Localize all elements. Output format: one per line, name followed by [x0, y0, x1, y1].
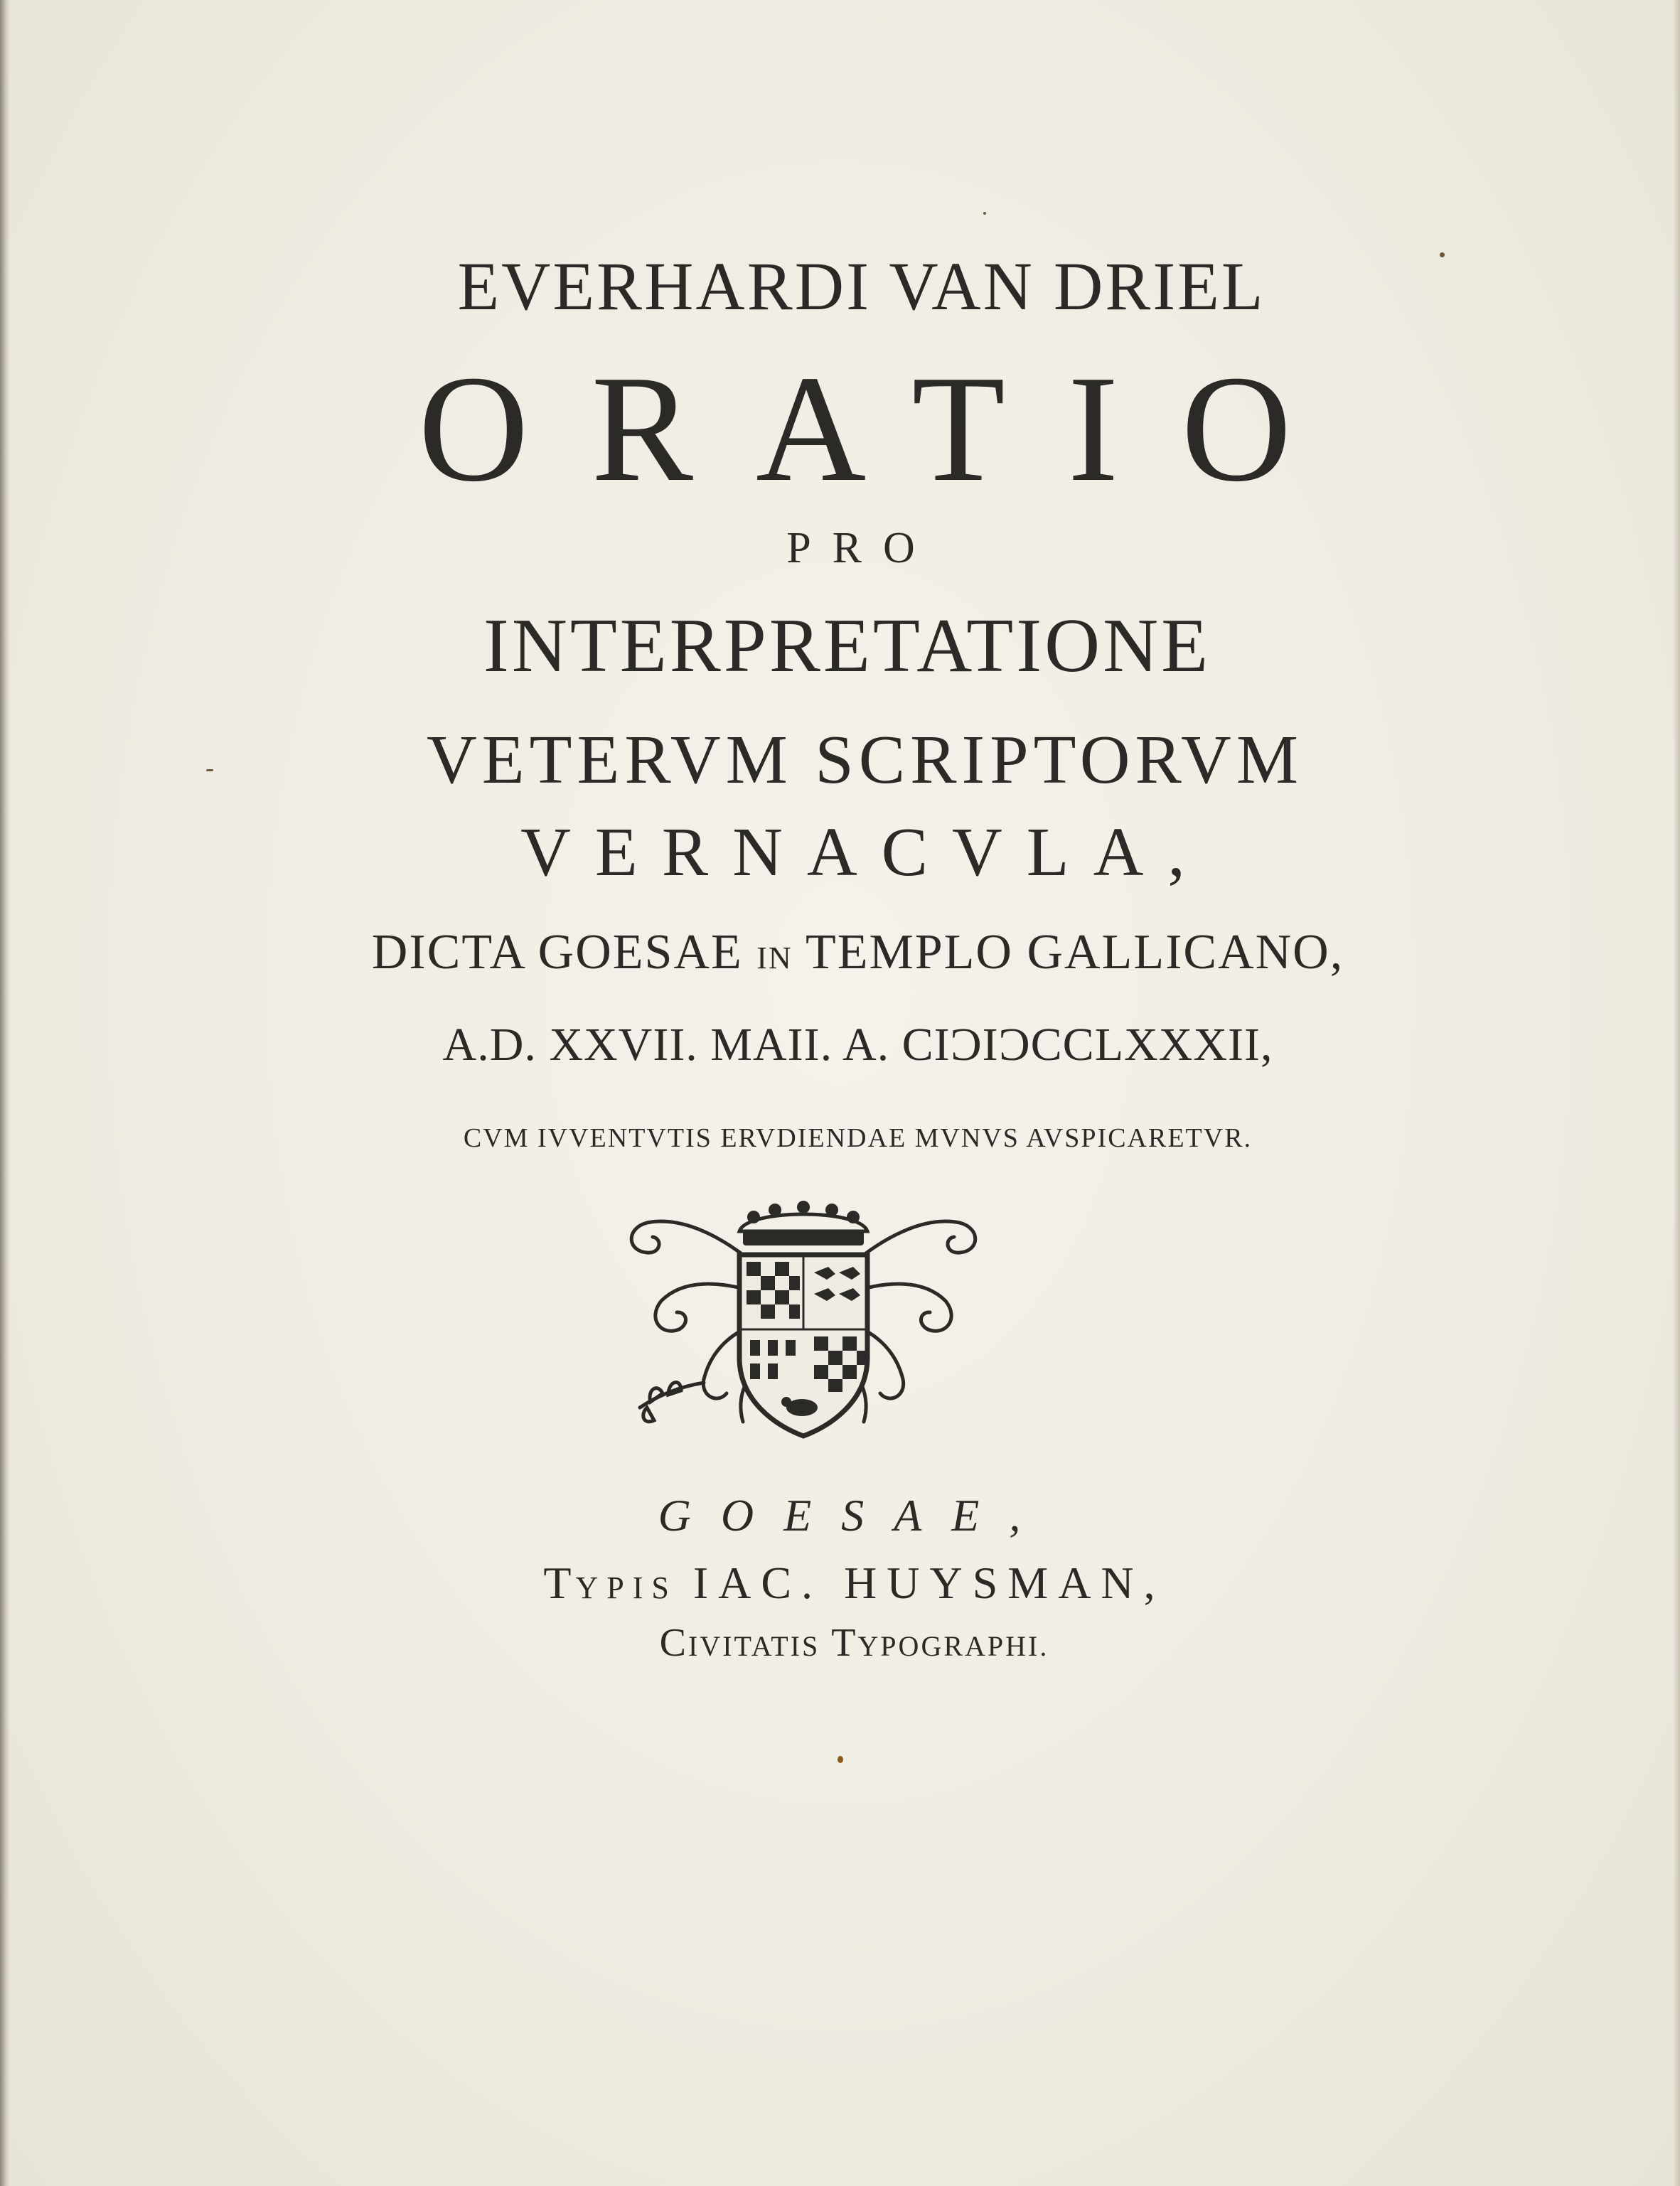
typographi-initial: T: [831, 1621, 858, 1665]
templo-gallicano-text: TEMPLO GALLICANO,: [805, 925, 1344, 980]
imprint-printer-line: [0, 1560, 1680, 1606]
dicta-line: [0, 925, 1680, 980]
date-line: A.D. XXVII. MAII. A. CIƆIƆCCLXXXII,: [442, 1019, 1273, 1071]
printer-name: IAC. HUYSMAN,: [692, 1558, 1165, 1608]
imprint-title-line: [0, 1623, 1680, 1663]
civitatis-rest: IVITATIS: [687, 1630, 820, 1662]
veterum-scriptorum-line: VETERVM SCRIPTORVM: [427, 722, 1303, 798]
author-line: EVERHARDI VAN DRIEL: [457, 248, 1266, 324]
occasion-line: CVM IVVENTVTIS ERVDIENDAE MVNVS AVSPICARETVR.: [463, 1123, 1253, 1153]
dicta-goesae-text: DICTA GOESAE: [371, 925, 743, 980]
pro-line: PRO: [786, 524, 936, 572]
vernacula-line: VERNACVLA,: [520, 814, 1209, 891]
in-text: IN: [756, 941, 793, 975]
ink-speck: [838, 1756, 843, 1763]
typis-initial: T: [543, 1558, 576, 1608]
main-title: ORATIO: [418, 343, 1354, 513]
typis-rest: YPIS: [575, 1570, 678, 1605]
binding-edge: [0, 0, 10, 2186]
page-edge: [1673, 0, 1680, 2186]
typographi-rest: YPOGRAPHI.: [857, 1630, 1049, 1662]
imprint-place: GOESAE,: [658, 1490, 1051, 1541]
civitatis-initial: C: [659, 1621, 688, 1665]
interpretatione-line: INTERPRETATIONE: [483, 604, 1211, 688]
coat-of-arms-icon: [619, 1194, 988, 1450]
ink-speck: [983, 212, 986, 215]
